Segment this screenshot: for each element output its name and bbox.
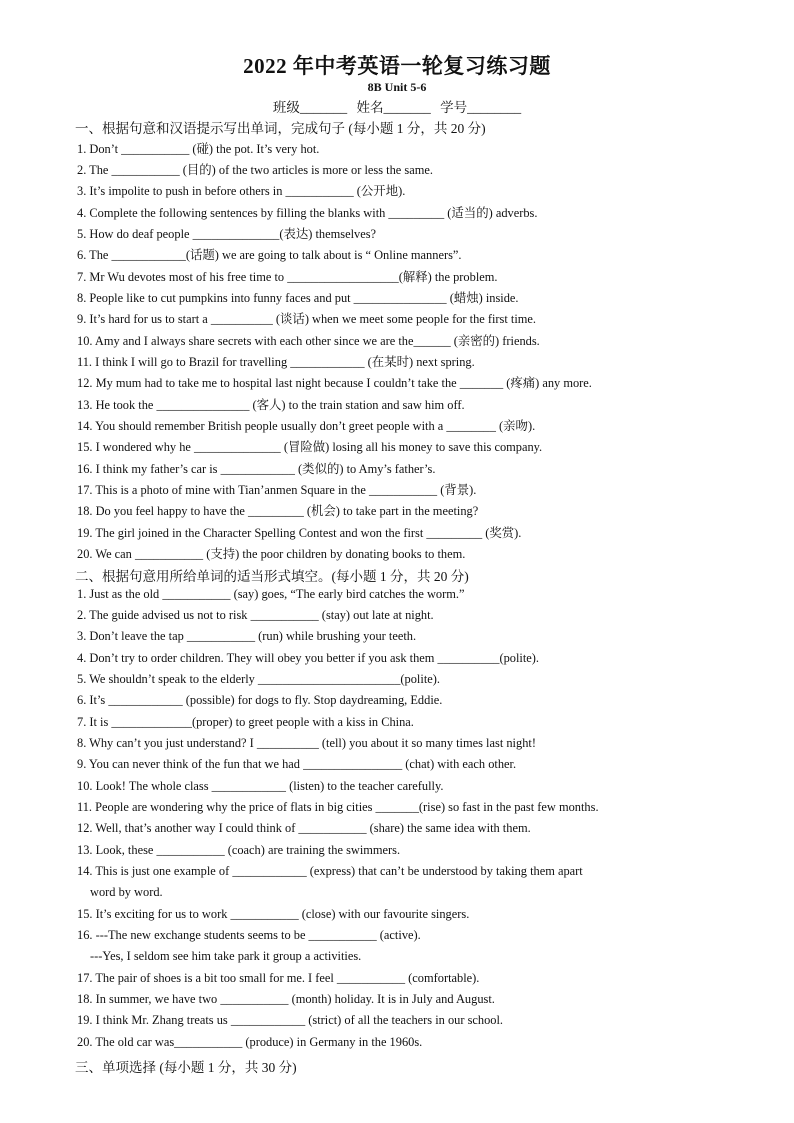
section2-item: 9. You can never think of the fun that we had ________________ (chat) with each other. — [77, 757, 517, 771]
student-info-line: 班级_______ 姓名_______ 学号________ — [272, 100, 522, 115]
section1-item: 7. Mr Wu devotes most of his free time to __________________(解释) the problem. — [77, 270, 498, 284]
section2-item: 14. This is just one example of ____________ (express) that can’t be understood by taking them apart — [77, 864, 583, 878]
section1-item: 11. I think I will go to Brazil for travelling ____________ (在某时) next spring. — [77, 355, 475, 369]
section2-item: 18. In summer, we have two ___________ (month) holiday. It is in July and August. — [77, 992, 495, 1006]
section2-item: 6. It’s ____________ (possible) for dogs to fly. Stop daydreaming, Eddie. — [77, 693, 443, 707]
section1-item: 10. Amy and I always share secrets with each other since we are the______ (亲密的) friends. — [77, 334, 540, 348]
section2-item: 12. Well, that’s another way I could think of ___________ (share) the same idea with them. — [77, 821, 531, 835]
section2-item: 11. People are wondering why the price of flats in big cities _______(rise) so fast in the past few months. — [77, 800, 599, 814]
section2-item: 2. The guide advised us not to risk ___________ (stay) out late at night. — [77, 608, 434, 622]
section2-item: 3. Don’t leave the tap ___________ (run) while brushing your teeth. — [77, 629, 417, 643]
section1-item: 15. I wondered why he ______________ (冒险做) losing all his money to save this company. — [77, 440, 543, 454]
section1-item: 17. This is a photo of mine with Tian’anmen Square in the ___________ (背景). — [77, 483, 477, 497]
section2-item: 13. Look, these ___________ (coach) are training the swimmers. — [77, 843, 401, 857]
section1-item: 6. The ____________(话题) we are going to talk about is “ Online manners”. — [77, 248, 462, 262]
section2-item: 20. The old car was___________ (produce) in Germany in the 1960s. — [77, 1035, 423, 1049]
section3-heading: 三、单项选择 (每小题 1 分，共 30 分) — [75, 1060, 297, 1075]
section2-item: 19. I think Mr. Zhang treats us ____________ (strict) of all the teachers in our school. — [77, 1013, 504, 1027]
section2-item-continuation: word by word. — [90, 885, 163, 899]
section1-item: 19. The girl joined in the Character Spelling Contest and won the first _________ (奖赏). — [77, 526, 522, 540]
section2-item: 1. Just as the old ___________ (say) goes, “The early bird catches the worm.” — [77, 587, 465, 601]
section2-item: 5. We shouldn’t speak to the elderly _______________________(polite). — [77, 672, 440, 686]
section2-item: 15. It’s exciting for us to work ___________ (close) with our favourite singers. — [77, 907, 470, 921]
section2-item: 16. ---The new exchange students seems to be ___________ (active). — [77, 928, 421, 942]
section1-item: 12. My mum had to take me to hospital last night because I couldn’t take the _______ (疼痛) any more. — [77, 376, 592, 390]
section1-item: 14. You should remember British people usually don’t greet people with a ________ (亲吻). — [77, 419, 536, 433]
section1-heading: 一、根据句意和汉语提示写出单词，完成句子 (每小题 1 分，共 20 分) — [75, 121, 486, 136]
section2-item: 17. The pair of shoes is a bit too small for me. I feel ___________ (comfortable). — [77, 971, 480, 985]
section2-heading: 二、根据句意用所给单词的适当形式填空。(每小题 1 分，共 20 分) — [75, 569, 469, 584]
section1-item: 5. How do deaf people ______________(表达) themselves? — [77, 227, 377, 241]
section2-item: 7. It is _____________(proper) to greet people with a kiss in China. — [77, 715, 414, 729]
section1-item: 8. People like to cut pumpkins into funny faces and put _______________ (蜡烛) inside. — [77, 291, 519, 305]
section1-item: 3. It’s impolite to push in before others in ___________ (公开地). — [77, 184, 406, 198]
section2-item: 10. Look! The whole class ____________ (listen) to the teacher carefully. — [77, 779, 444, 793]
section2-item: 4. Don’t try to order children. They will obey you better if you ask them __________(polite). — [77, 651, 540, 665]
section1-item: 1. Don’t ___________ (碰) the pot. It’s very hot. — [77, 142, 320, 156]
section1-item: 20. We can ___________ (支持) the poor children by donating books to them. — [77, 547, 466, 561]
section1-item: 13. He took the _______________ (客人) to the train station and saw him off. — [77, 398, 465, 412]
page-title: 2022 年中考英语一轮复习练习题 — [243, 54, 551, 78]
section1-item: 4. Complete the following sentences by filling the blanks with _________ (适当的) adverbs. — [77, 206, 538, 220]
section1-item: 9. It’s hard for us to start a __________ (谈话) when we meet some people for the first time. — [77, 312, 537, 326]
page-subtitle: 8B Unit 5-6 — [367, 80, 427, 94]
section2-item-continuation: ---Yes, I seldom see him take park it group a activities. — [90, 949, 362, 963]
section1-item: 18. Do you feel happy to have the _________ (机会) to take part in the meeting? — [77, 504, 479, 518]
section1-item: 16. I think my father’s car is ____________ (类似的) to Amy’s father’s. — [77, 462, 436, 476]
section1-item: 2. The ___________ (目的) of the two articles is more or less the same. — [77, 163, 433, 177]
section2-item: 8. Why can’t you just understand? I __________ (tell) you about it so many times last night! — [77, 736, 536, 750]
